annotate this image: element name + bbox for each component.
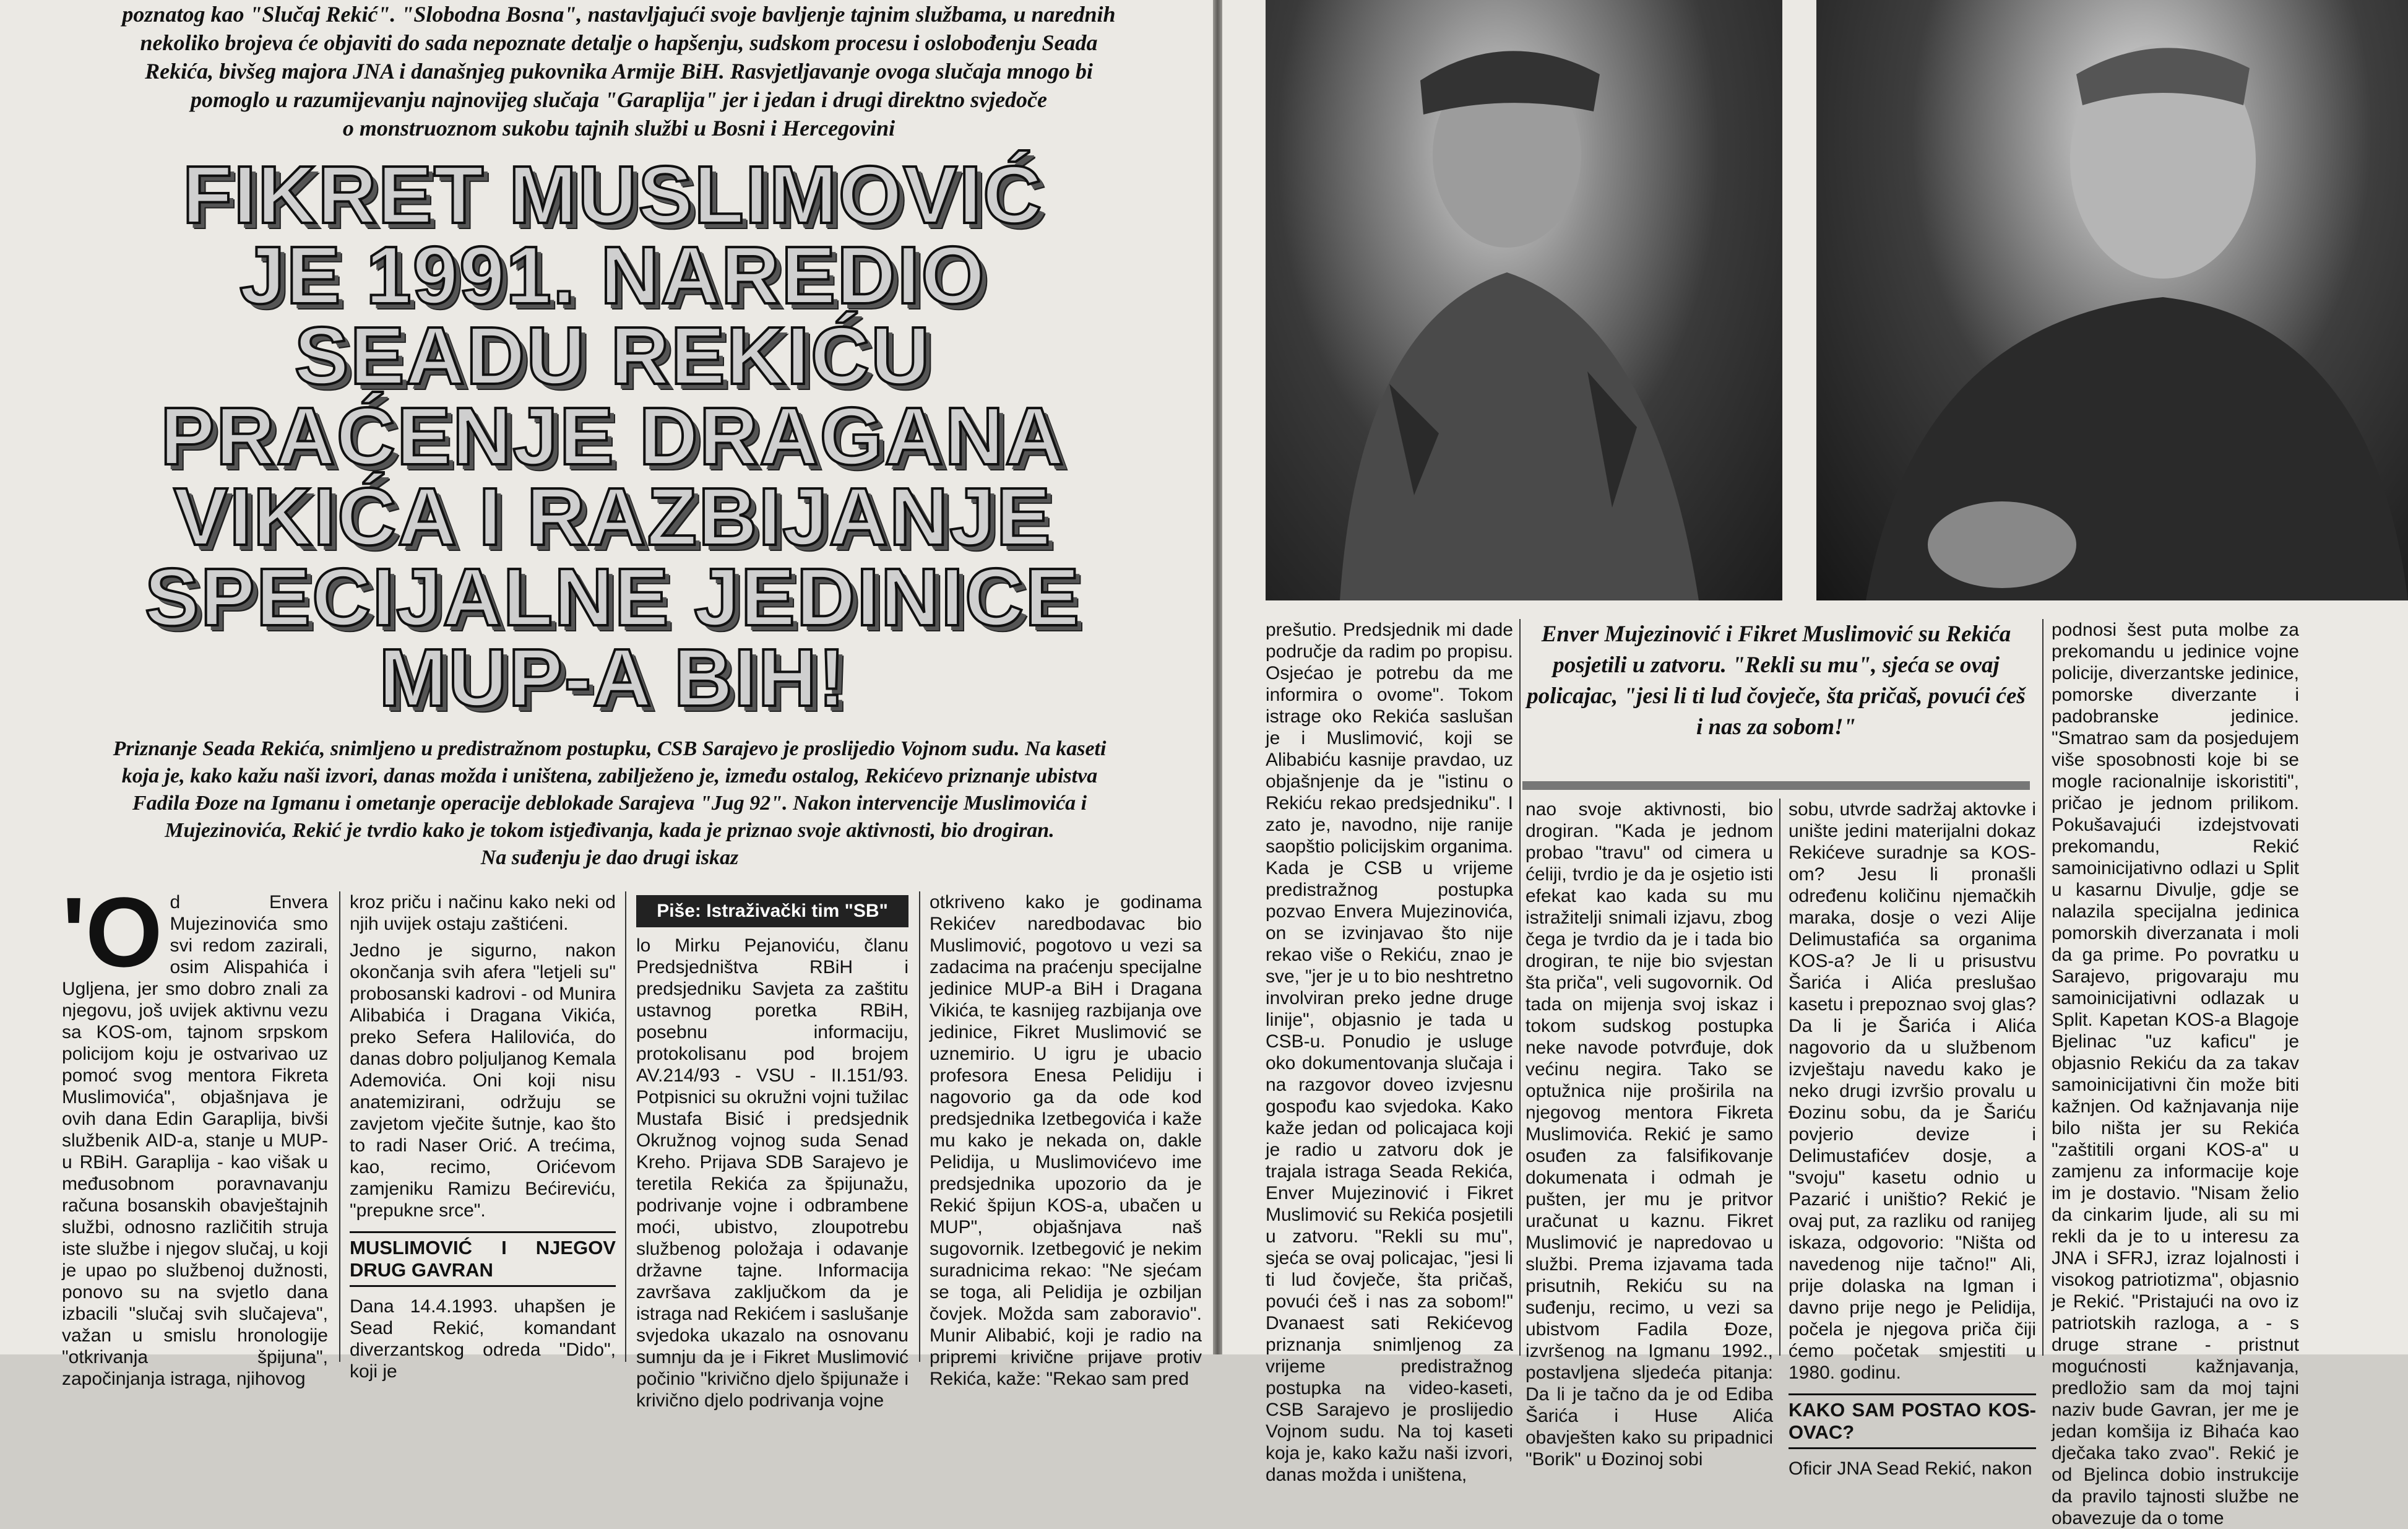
- headline-line: SPECIJALNE JEDINICE: [144, 552, 1081, 643]
- right-column-b: [1525, 799, 1773, 1470]
- intro-paragraph: [74, 0, 1163, 142]
- headline-line: PRAĆENJE DRAGANA: [160, 391, 1066, 482]
- right-column-a: [1266, 619, 1513, 1485]
- column-text: Dana 14.4.1993. uhapšen je Sead Rekić, komandant diverzantskog odreda "Dido", koji je: [350, 1296, 616, 1382]
- column-text: otkriveno kako je godinama Rekićev naredbodavac bio Muslimović, pogotovo u vezi sa zadacima na praćenju specijalne jedinice MUP-a BiH i Dragana Vikića, te kasnijeg razbijanja ove jedinice, Fikret Muslimović se uznemirio. U igru je ubacio profesora Enesa Pelidiju i nagovorio ga da ode kod predsjednika Izetbegovića i kaže mu kako je nekada on, dakle Pelidija, u Muslimovićevo ime predsjednika upozorio da je Rekić špijun KOS-a, ubačen u MUP", objašnjava naš sugovornik. Izetbegović je nekim suradnicima rekao: "Ne sjećam se toga, ali Pelidija je ozbiljan čovjek. Možda sam zaboravio". Munir Alibabić, koji je radio na pripremi krivične prijave protiv Rekića, kaže: "Rekao sam pred: [930, 892, 1202, 1389]
- headline-line: VIKIĆA I RAZBIJANJE: [173, 471, 1052, 562]
- column-divider: [2042, 619, 2043, 1356]
- photo-muslimovic: [1816, 0, 2408, 600]
- column-divider: [1519, 619, 1521, 1356]
- column-text: podnosi šest puta molbe za prekomandu u jedinice vojne policije, diverzantske jedinice, pomorske diverzante i padobranske jedinice. "Smatrao sam da posjedujem više sposobnosti koje bi se mogle racionalnije iskoristiti", pričao je jednom prilikom. Pokušavajući izdejstvovati prekomandu, Rekić samoinicijativno odlazi u Split u kasarnu Divulje, gdje se nalazila specijalna jedinica pomorskih diverzanata i moli da ga prime. Po povratku u Sarajevo, prigovaraju mu samoinicijativni odlazak u Split. Kapetan KOS-a Blagoje Bjelinac "uz kaficu" je objasnio Rekiću da za takav samoinicijativni čin može biti kažnjen. Od kažnjavanja nije bilo ništa jer su Rekića "zaštitili organi KOS-a" u zamjenu za informacije koje im je dostavio. "Nisam želio da cinkarim ljude, ali su mi rekli da je to u interesu za JNA i SFRJ, izraz lojalnosti i visokog patriotizma", objasnio je Rekić. "Pristajući na ovo iz patriotskih razloga, a - s druge strane - pristnut mogućnosti kažnjavanja, predložio sam da moj tajni naziv bude Gavran, jer me je jedan komšija iz Bihaća kao dječaka tako zvao". Rekić je od Bjelinca dobio instrukcije da pravilo tajnosti službe ne obavezuje da o tome: [2052, 620, 2299, 1528]
- column-divider: [1779, 799, 1780, 1356]
- intro-line: o monstruoznom sukobu tajnih službi u Bosni i Hercegovini: [342, 116, 895, 141]
- lead-paragraph: [68, 735, 1151, 872]
- right-page: [1222, 0, 2408, 1528]
- left-page: [0, 0, 1213, 1411]
- column-text: lo Mirku Pejanoviću, članu Predsjedništva RBiH i predsjedniku Savjeta za zaštitu ustavnog poretka RBiH, posebnu informaciju, protokolisanu pod brojem AV.214/93 - VSU - II.151/93. Potpisnici su okružni vojni tužilac Mustafa Bisić i predsjednik Okružnog vojnog suda Senad Kreho. Prijava SDB Sarajevo je teretila Rekića za špijunažu, podrivanje vojne i odbrambene moći, ubistvo, zloupotrebu službenog položaja i odavanje državne tajne. Informacija završava zaključkom da je istraga nad Rekićem i saslušanje svjedoka ukazalo na osnovanu sumnju da je i Fikret Muslimović počinio "krivično djelo špijunaže i krivično djelo podrivanja vojne: [636, 935, 908, 1411]
- caption-rule: [1522, 781, 2030, 790]
- portrait-figure-icon: [1816, 0, 2408, 600]
- lead-line: koja je, kako kažu naši izvori, danas možda i uništena, zabilježeno je, između ostalog, Rekićevo priznanje ubistva: [121, 764, 1098, 787]
- portrait-figure-icon: [1266, 0, 1782, 600]
- headline-line: FIKRET MUSLIMOVIĆ: [182, 149, 1043, 240]
- lead-line: Na suđenju je dao drugi iskaz: [480, 846, 739, 869]
- column-divider: [919, 891, 920, 1362]
- headline-line: SEADU REKIĆU: [294, 310, 931, 401]
- right-column-c: [1789, 799, 2036, 1479]
- column-divider: [625, 891, 626, 1362]
- page-gutter: [1213, 0, 1222, 1354]
- section-subhead: MUSLIMOVIĆ I NJEGOV DRUG GAVRAN: [350, 1231, 616, 1287]
- article-column-3: [636, 891, 908, 1411]
- headline-line: JE 1991. NAREDIO: [240, 230, 986, 321]
- lead-line: Priznanje Seada Rekića, snimljeno u predistražnom postupku, CSB Sarajevo je proslijedio Vojnom sudu. Na kaseti: [113, 737, 1107, 760]
- right-column-d: [2052, 619, 2299, 1528]
- dropcap: 'O: [62, 877, 163, 987]
- column-text: Jedno je sigurno, nakon okončanja svih afera "letjeli su" probosanski kadrovi - od Munira Alibabića i Dragana Vikića, preko Sefera Halilovića, do danas dobro poljuljanog Kemala Ademovića. Oni koji nisu anatemizirani, održuju se zavjetom vječite šutnje, kao što to radi Naser Orić. A trećima, kao, recimo, Orićevom zamjeniku Ramizu Bećireviću, "prepukne srce".: [350, 940, 616, 1221]
- column-text: kroz priču i načinu kako neki od njih uvijek ostaju zaštićeni.: [350, 892, 616, 934]
- byline-box: Piše: Istraživački tim "SB": [636, 895, 908, 927]
- intro-line: poznatog kao "Slučaj Rekić". "Slobodna Bosna", nastavljajući svoje bavljenje tajnim službama, u narednih: [122, 2, 1116, 27]
- section-subhead: KAKO SAM POSTAO KOS-OVAC?: [1789, 1393, 2036, 1449]
- column-text: Oficir JNA Sead Rekić, nakon: [1789, 1458, 2032, 1479]
- column-divider: [339, 891, 340, 1362]
- article-column-4: [930, 891, 1202, 1389]
- photo-mujezinovic: [1266, 0, 1782, 600]
- photo-caption: Enver Mujezinović i Fikret Muslimović su Rekića posjetili u zatvoru. "Rekli su mu", sjeća se ovaj policajac, "jesi li ti lud čovječe, šta pričaš, povući ćeš i nas za sobom!": [1527, 622, 2026, 740]
- column-text: prešutio. Predsjednik mi dade područje da radim po propisu. Osjećao je potrebu da me informira o ovome". Tokom istrage oko Rekića saslušan je i Muslimović, koji se Alibabiću kasnije pravdao, uz objašnjenje da je "istinu o Rekiću rekao predsjedniku". I zato je, navodno, nije ranije saopštio policijskim organima. Kada je CSB u vrijeme predistražnog postupka pozvao Envera Mujezinovića, on se izvinjavao što nije rekao više o Rekiću, znao je sve, "jer je u to bio neshtretno involviran preko jedne druge linije", objasnio je tada u CSB-u. Ponudio je usluge oko dokumentovanja slučaja i na razgovor doveo izvjesnu gospođu kao svjedoka. Kako kaže jedan od policajaca koji je radio u zatvoru dok je trajala istraga Seada Rekića, Enver Mujezinović i Fikret Muslimović su Rekića posjetili u zatvoru. "Rekli su mu", sjeća se ovaj policajac, "jesi li ti lud čovječe, šta pričaš, povući ćeš i nas za sobom!" Dvanaest sati Rekićevog priznanja snimljenog za vrijeme predistražnog postupka na video-kaseti, CSB Sarajevo je proslijedio Vojnom sudu. Na toj kaseti koja je, kako kažu naši izvori, danas možda i uništena,: [1266, 620, 1513, 1485]
- intro-line: pomoglo u razumijevanju najnovijeg slučaja "Garaplija" jer i jedan i drugi direktno svjedoče: [190, 87, 1048, 112]
- column-text: sobu, utvrde sadržaj aktovke i unište jedini materijalni dokaz Rekićeve suradnje sa KOS-om? Jesu li pronašli određenu količinu njemačkih maraka, dosje o vezi Alije Delimustafića sa organima KOS-a? Je li u prisustvu Šarića i Alića preslušao kasetu i prepoznao svoj glas? Da li je Šarića i Alića nagovorio da u službenom izvještaju navedu kako je neko drugi izvršio provalu u Đozinu sobu, da je Šariću povjerio devize i Delimustafićev dosje, a "svoju" kasetu odnio u Pazarić i uništio? Rekić je ovaj put, za razliku od ranijeg iskaza, odgovorio: "Ništa od navedenog nije tačno!" Ali, prije dolaska na Igman i davno prije nego je Pelidija, počela je njegova priča čiji ćemo početak smjestiti u 1980. godinu.: [1789, 799, 2036, 1383]
- article-column-2: [350, 891, 616, 1382]
- column-text: nao svoje aktivnosti, bio drogiran. "Kada je jednom probao "travu" od cimera u ćeliji, tvrdio je da je osjetio isti efekat kao kada su mu istražitelji snimali izjavu, zbog čega je tvrdio da je i tada bio drogiran, te nije bio svjestan šta priča", veli sugovornik. Od tada on mijenja svoj iskaz i tokom sudskog postupka neke navode potvrđuje, dok većinu negira. Tako se optužnica nije proširila na njegovog mentora Fikreta Muslimovića. Rekić je samo osuđen za falsifikovanje dokumenata i odmah je pušten, jer mu je pritvor uračunat u kaznu. Fikret Muslimović je napredovao u službi. Prema izjavama tada prisutnih, Rekiću su na suđenju, recimo, u vezi sa ubistvom Fadila Đoze, izvršenog na Igmanu 1992., postavljena sljedeća pitanja: Da li je tačno da je od Ediba Šarića i Huse Alića obavješten kako su pripadnici "Borik" u Đozinoj sobi: [1525, 799, 1773, 1470]
- intro-line: nekoliko brojeva će objaviti do sada nepoznate detalje o hapšenju, sudskom procesu i oslobođenju Seada: [140, 30, 1098, 55]
- article-column-1: [62, 877, 328, 1389]
- intro-line: Rekića, bivšeg majora JNA i današnjeg pukovnika Armije BiH. Rasvjetljavanje ovoga slučaja mnogo bi: [145, 59, 1093, 84]
- lead-line: Fadila Đoze na Igmanu i ometanje operacije deblokade Sarajeva "Jug 92". Nakon intervencije Muslimovića i: [132, 792, 1087, 815]
- headline-line: MUP-A BIH!: [379, 632, 847, 723]
- column-text: d Envera Mujezinovića smo svi redom zazirali, osim Alispahića i Ugljena, jer smo dobro znali za njegovu, još uvijek aktivnu vezu sa KOS-om, tajnom srpskom policijom koju je ostvarivao uz pomoć svog mentora Fikreta Muslimovića", objašnjava je ovih dana Edin Garaplija, bivši službenik AID-a, stanje u MUP-u RBiH. Garaplija - kao višak u međusobnom poravnavanju računa bosanskih obavještajnih službi, odnosno različitih struja iste službe i njegov slučaj, u koji je upao po službenoj dužnosti, ponovo su na svjetlo dana izbacili "slučaj svih slučajeva", važan u smislu hronologije "otkrivanja špijuna", započinjanja istraga, njihovog: [62, 892, 328, 1389]
- lead-line: Mujezinovića, Rekić je tvrdio kako je tokom istjeđivanja, kada je priznao svoje aktivnosti, bio drogiran.: [165, 819, 1055, 842]
- headline: [37, 149, 1188, 723]
